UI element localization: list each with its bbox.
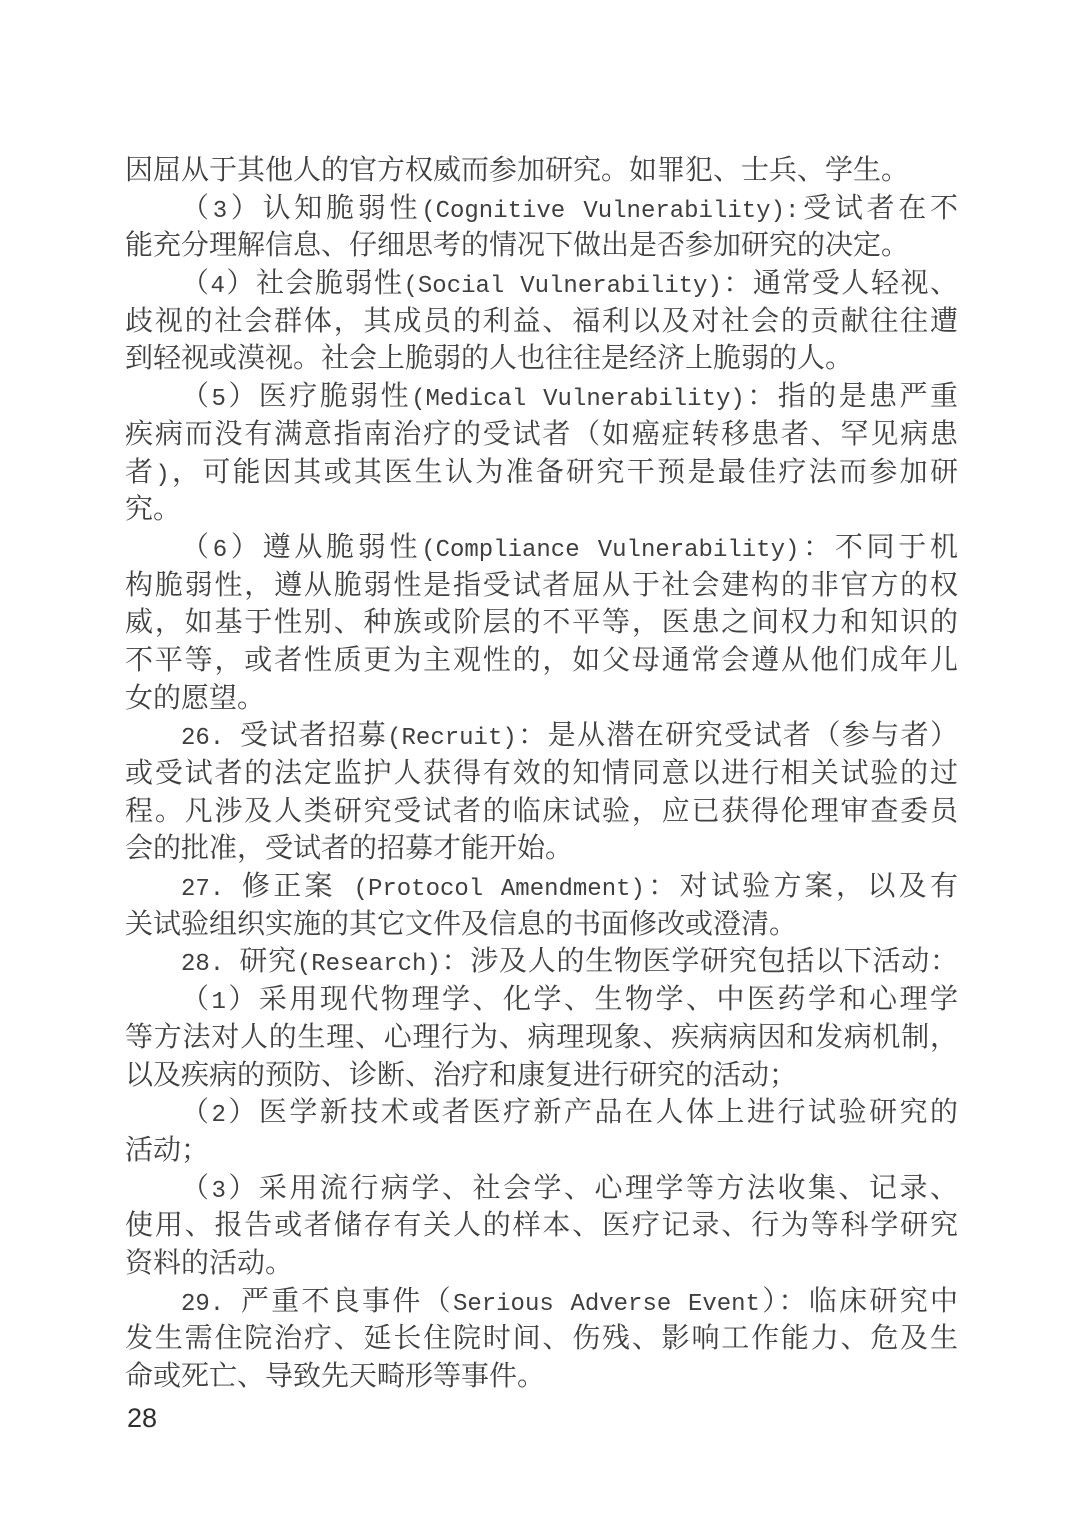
text-line: （3）采用流行病学、社会学、心理学等方法收集、记录、 [181,1170,958,1205]
text-line: （4）社会脆弱性(Social Vulnerability)：通常受人轻视、 [181,266,958,301]
text-line: 命或死亡、导致先天畸形等事件。 [125,1359,546,1392]
text-line: 或受试者的法定监护人获得有效的知情同意以进行相关试验的过 [125,756,958,789]
text-line: 究。 [125,492,182,526]
text-line: 29. 严重不良事件（Serious Adverse Event）：临床研究中 [181,1283,958,1318]
text-line: 使用、报告或者储存有关人的样本、医疗记录、行为等科学研究 [125,1208,958,1242]
latin-text: 3 [211,1177,226,1205]
text-line: （1）采用现代物理学、化学、生物学、中医药学和心理学 [181,982,958,1017]
latin-text: (Cognitive Vulnerability): [421,197,800,225]
text-line: 到轻视或漠视。社会上脆弱的人也往往是经济上脆弱的人。 [125,341,854,375]
text-line: 活动； [125,1132,210,1166]
text-line: 发生需住院治疗、延长住院时间、伤残、影响工作能力、危及生 [125,1321,958,1355]
text-line: 关试验组织实施的其它文件及信息的书面修改或澄清。 [125,906,798,940]
latin-text: 3 [212,197,228,225]
latin-text: (Social Vulnerability) [403,273,722,301]
text-line: 疾病而没有满意指南治疗的受试者（如癌症转移患者、罕见病患 [125,416,958,450]
text-line: 27. 修正案 (Protocol Amendment)：对试验方案，以及有 [181,869,958,904]
latin-text: 28. [181,951,240,979]
text-line: 不平等，或者性质更为主观性的，如父母通常会遵从他们成年儿 [125,642,958,676]
text-line: 者)，可能因其或其医生认为准备研究干预是最佳疗法而参加研 [125,454,958,489]
latin-text: Serious Adverse Event [452,1290,760,1318]
text-line: （5）医疗脆弱性(Medical Vulnerability)：指的是患严重 [181,379,958,414]
latin-text: 4 [210,273,225,301]
text-line: 程。凡涉及人类研究受试者的临床试验，应已获得伦理审查委员 [125,793,958,827]
text-line: 能充分理解信息、仔细思考的情况下做出是否参加研究的决定。 [125,228,910,262]
text-line: 26. 受试者招募(Recruit)：是从潜在研究受试者（参与者） [181,718,958,753]
document-body [125,151,958,1395]
text-line: 28. 研究(Research)：涉及人的生物医学研究包括以下活动： [181,944,958,979]
latin-text: 2 [211,1102,226,1130]
text-line: 女的愿望。 [125,680,266,714]
latin-text: (Protocol Amendment) [335,876,645,904]
text-line: 资料的活动。 [125,1245,294,1279]
latin-text: 26. [181,725,241,753]
latin-text: 6 [212,536,228,564]
text-line: 等方法对人的生理、心理行为、病理现象、疾病病因和发病机制， [125,1019,958,1053]
text-line: 会的批准，受试者的招募才能开始。 [125,831,574,865]
text-line: 歧视的社会群体，其成员的利益、福利以及对社会的贡献往往遭 [125,303,958,337]
latin-text: (Medical Vulnerability) [411,386,745,414]
latin-text: (Research) [296,951,441,979]
text-line: （2）医学新技术或者医疗新产品在人体上进行试验研究的 [181,1095,958,1130]
latin-text: (Compliance Vulnerability) [421,536,800,564]
latin-text: 1 [211,989,226,1017]
latin-text: 27. [181,876,242,904]
latin-text: ) [155,461,170,489]
text-line: 威，如基于性别、种族或阶层的不平等，医患之间权力和知识的 [125,605,958,639]
text-line: 构脆弱性，遵从脆弱性是指受试者屈从于社会建构的非官方的权 [125,567,958,601]
text-line: （3）认知脆弱性(Cognitive Vulnerability):受试者在不 [181,190,958,225]
latin-text: (Recruit) [387,725,517,753]
page-number: 28 [127,1403,158,1433]
latin-text: 29. [181,1290,241,1318]
text-line: 以及疾病的预防、诊断、治疗和康复进行研究的活动； [125,1057,798,1091]
text-line: 因屈从于其他人的官方权威而参加研究。如罪犯、士兵、学生。 [125,153,910,186]
latin-text: 5 [211,386,226,414]
text-line: （6）遵从脆弱性(Compliance Vulnerability)：不同于机 [181,529,958,564]
